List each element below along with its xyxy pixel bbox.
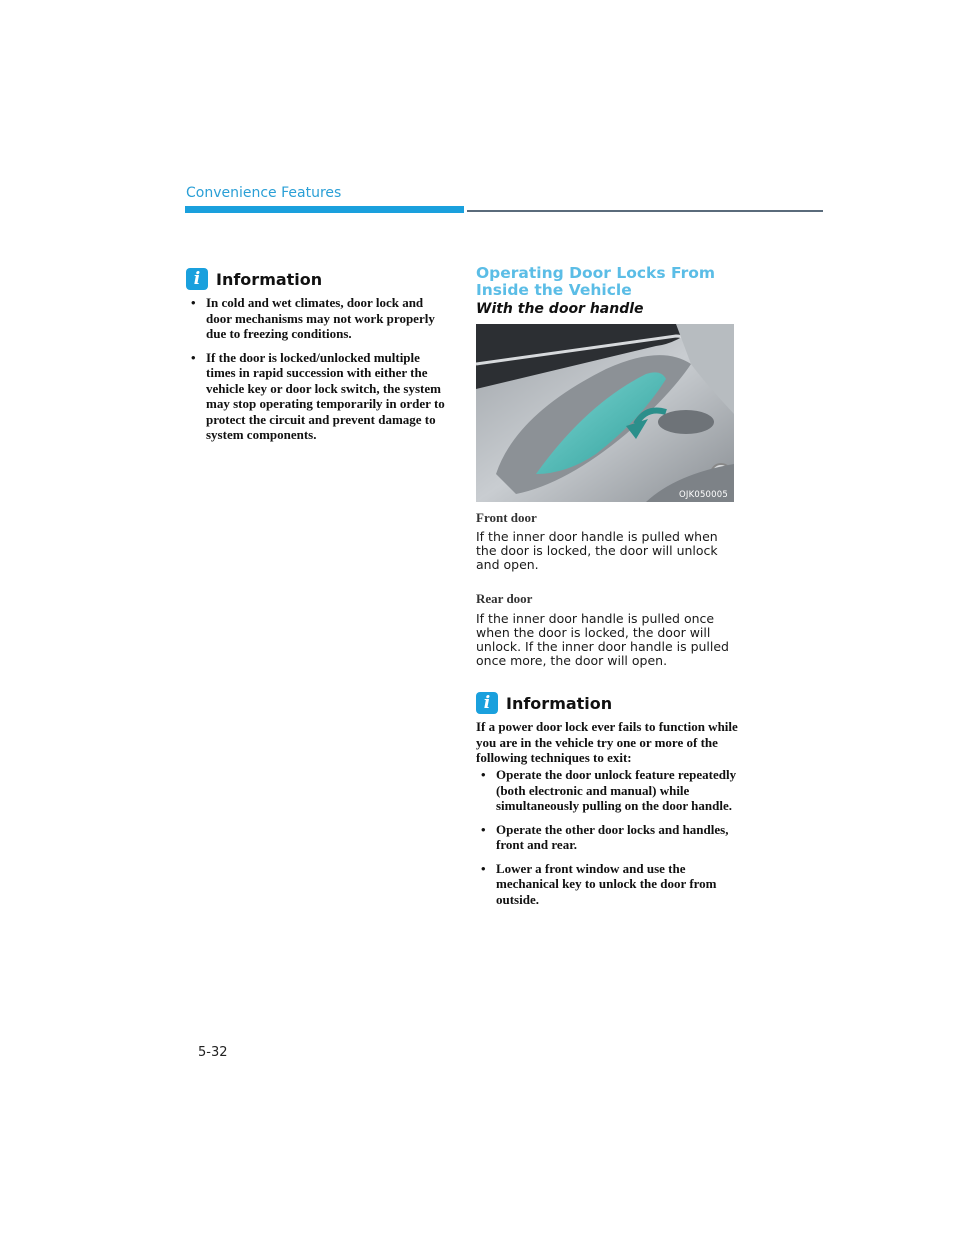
info-intro: If a power door lock ever fails to function while you are in the vehicle try one or more of the following techniques to exit: (476, 719, 738, 765)
info-heading-left (186, 268, 322, 290)
info-heading-right (476, 692, 612, 714)
rear-door-text: If the inner door handle is pulled once when the door is locked, the door will unlock. If the inner door handle is pulled once more, the door will open. (476, 611, 729, 668)
header-rule (467, 210, 823, 212)
door-handle-image (476, 324, 734, 502)
figure-code: OJK050005 (678, 490, 728, 500)
section-title: Operating Door Locks From Inside the Vehicle (476, 264, 716, 299)
info-icon: i (476, 692, 498, 714)
section-header-title: Convenience Features (186, 185, 342, 201)
front-door-text: If the inner door handle is pulled when the door is locked, the door will unlock and open. (476, 529, 718, 572)
rear-door-label: Rear door (476, 591, 533, 606)
info-title: Information (216, 269, 323, 289)
page-number: 5-32 (198, 1045, 228, 1060)
info-bullet-list (476, 767, 738, 915)
list-item: • If the door is locked/unlocked multiple times in rapid succession with either the vehicle key or door lock switch, the system may stop operating temporarily in order to protect the circuit and prevent damage to system components. (191, 349, 445, 442)
header-rule-accent (185, 206, 464, 213)
info-bullet-list (186, 295, 448, 451)
list-item: • Operate the other door locks and handles, front and rear. (481, 821, 729, 852)
subsection-title: With the door handle (476, 301, 644, 317)
door-handle-illustration (476, 324, 734, 502)
list-item: • Operate the door unlock feature repeatedly (both electronic and manual) while simultaneously pulling on the door handle. (481, 767, 737, 813)
front-door-label: Front door (476, 510, 537, 525)
info-title: Information (506, 693, 613, 713)
list-item: • Lower a front window and use the mechanical key to unlock the door from outside. (481, 860, 717, 907)
list-item: • In cold and wet climates, door lock and door mechanisms may not work properly due to freezing conditions. (191, 295, 435, 341)
info-icon: i (186, 268, 208, 290)
